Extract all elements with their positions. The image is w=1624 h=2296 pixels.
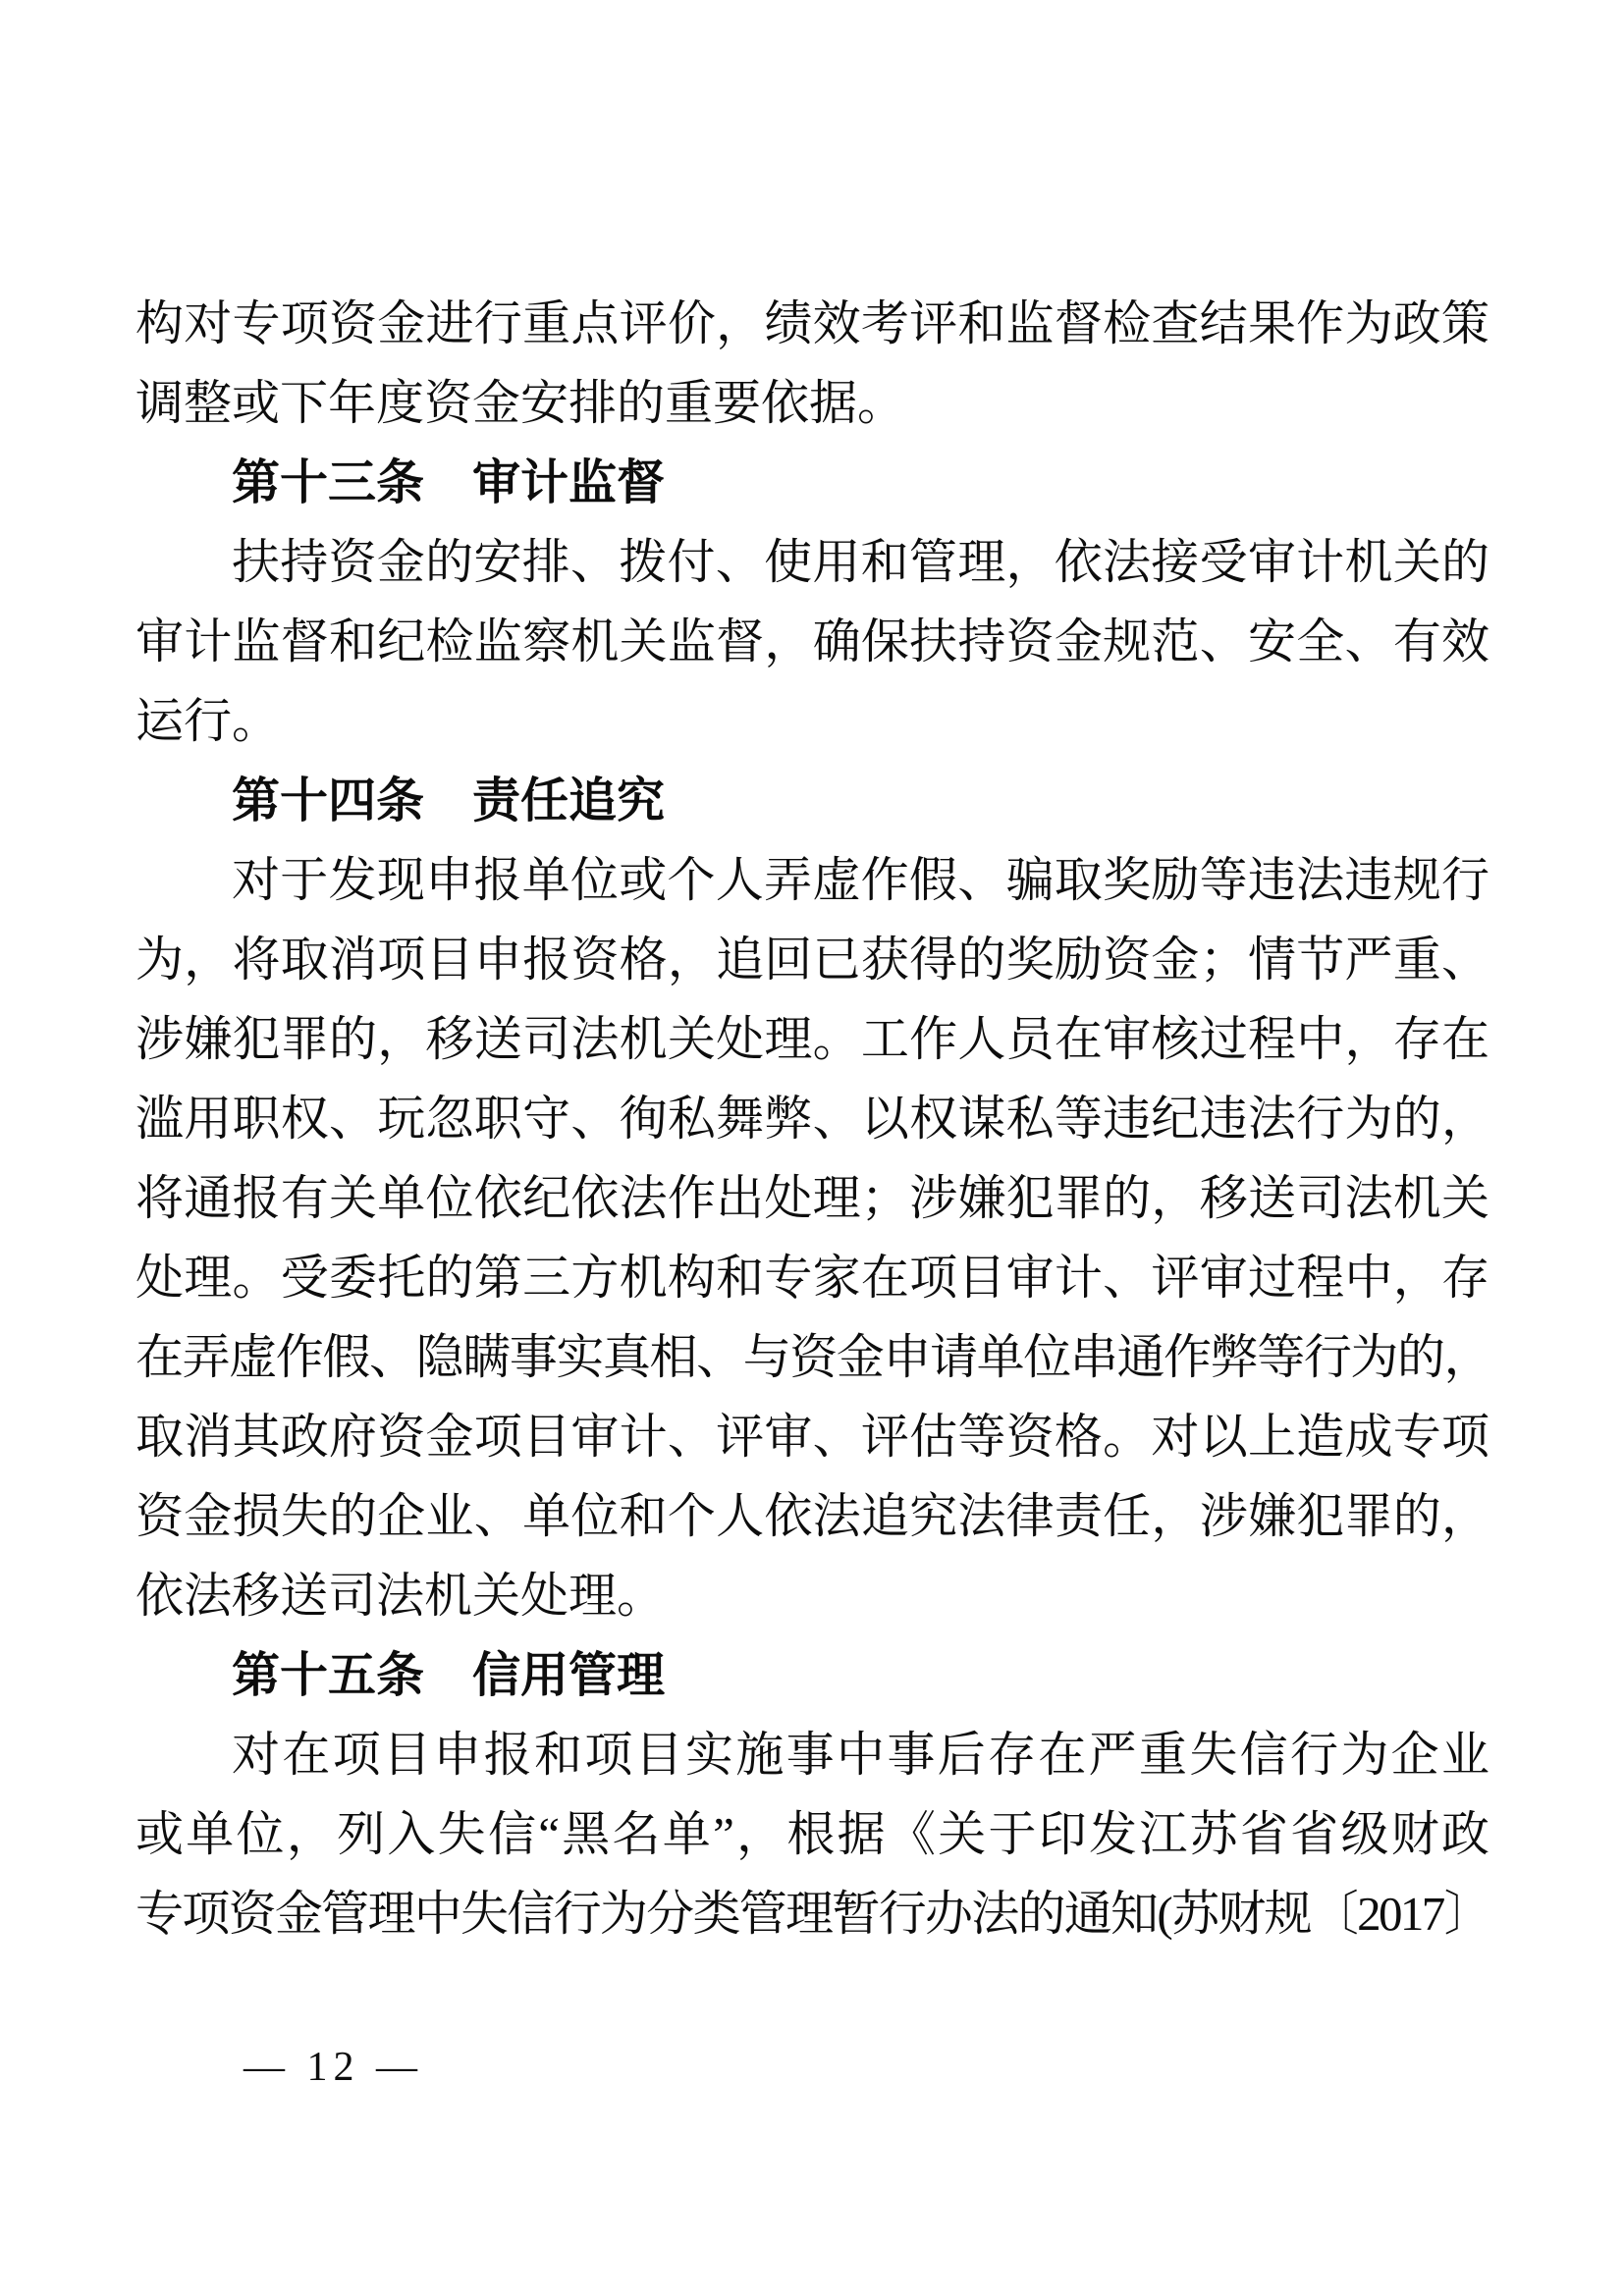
article-heading-line: 第十五条 信用管理 xyxy=(232,1648,666,1702)
text-line: 或单位，列入失信“黑名单”，根据《关于印发江苏省省级财政 xyxy=(135,1807,1489,1861)
text-line: 构对专项资金进行重点评价，绩效考评和监督检查结果作为政策 xyxy=(135,296,1489,350)
text-line: 专项资金管理中失信行为分类管理暂行办法的通知(苏财规〔2017〕 xyxy=(135,1887,1489,1941)
document-body xyxy=(135,284,1489,1953)
page-number: — 12 — xyxy=(244,2045,423,2090)
text-line: 在弄虚作假、隐瞒事实真相、与资金申请单位串通作弊等行为的， xyxy=(135,1330,1489,1384)
text-line: 运行。 xyxy=(135,694,281,748)
text-line: 为，将取消项目申报资格，追回已获得的奖励资金；情节严重、 xyxy=(135,933,1489,987)
text-line: 调整或下年度资金安排的重要依据。 xyxy=(135,376,906,430)
text-line: 扶持资金的安排、拨付、使用和管理，依法接受审计机关的 xyxy=(232,535,1489,589)
text-line: 滥用职权、玩忽职守、徇私舞弊、以权谋私等违纪违法行为的， xyxy=(135,1092,1489,1146)
text-line: 取消其政府资金项目审计、评审、评估等资格。对以上造成专项 xyxy=(135,1410,1489,1464)
text-line: 审计监督和纪检监察机关监督，确保扶持资金规范、安全、有效 xyxy=(135,614,1489,668)
text-line: 对于发现申报单位或个人弄虚作假、骗取奖励等违法违规行 xyxy=(232,853,1489,907)
text-line: 依法移送司法机关处理。 xyxy=(135,1569,666,1623)
text-line: 对在项目申报和项目实施事中事后存在严重失信行为企业 xyxy=(232,1728,1489,1782)
text-line: 将通报有关单位依纪依法作出处理；涉嫌犯罪的，移送司法机关 xyxy=(135,1171,1489,1225)
text-line: 处理。受委托的第三方机构和专家在项目审计、评审过程中，存 xyxy=(135,1251,1489,1305)
text-line: 资金损失的企业、单位和个人依法追究法律责任，涉嫌犯罪的， xyxy=(135,1489,1489,1543)
text-line: 涉嫌犯罪的，移送司法机关处理。工作人员在审核过程中，存在 xyxy=(135,1012,1489,1066)
article-heading-line: 第十四条 责任追究 xyxy=(232,774,666,828)
article-heading-line: 第十三条 审计监督 xyxy=(232,455,666,509)
